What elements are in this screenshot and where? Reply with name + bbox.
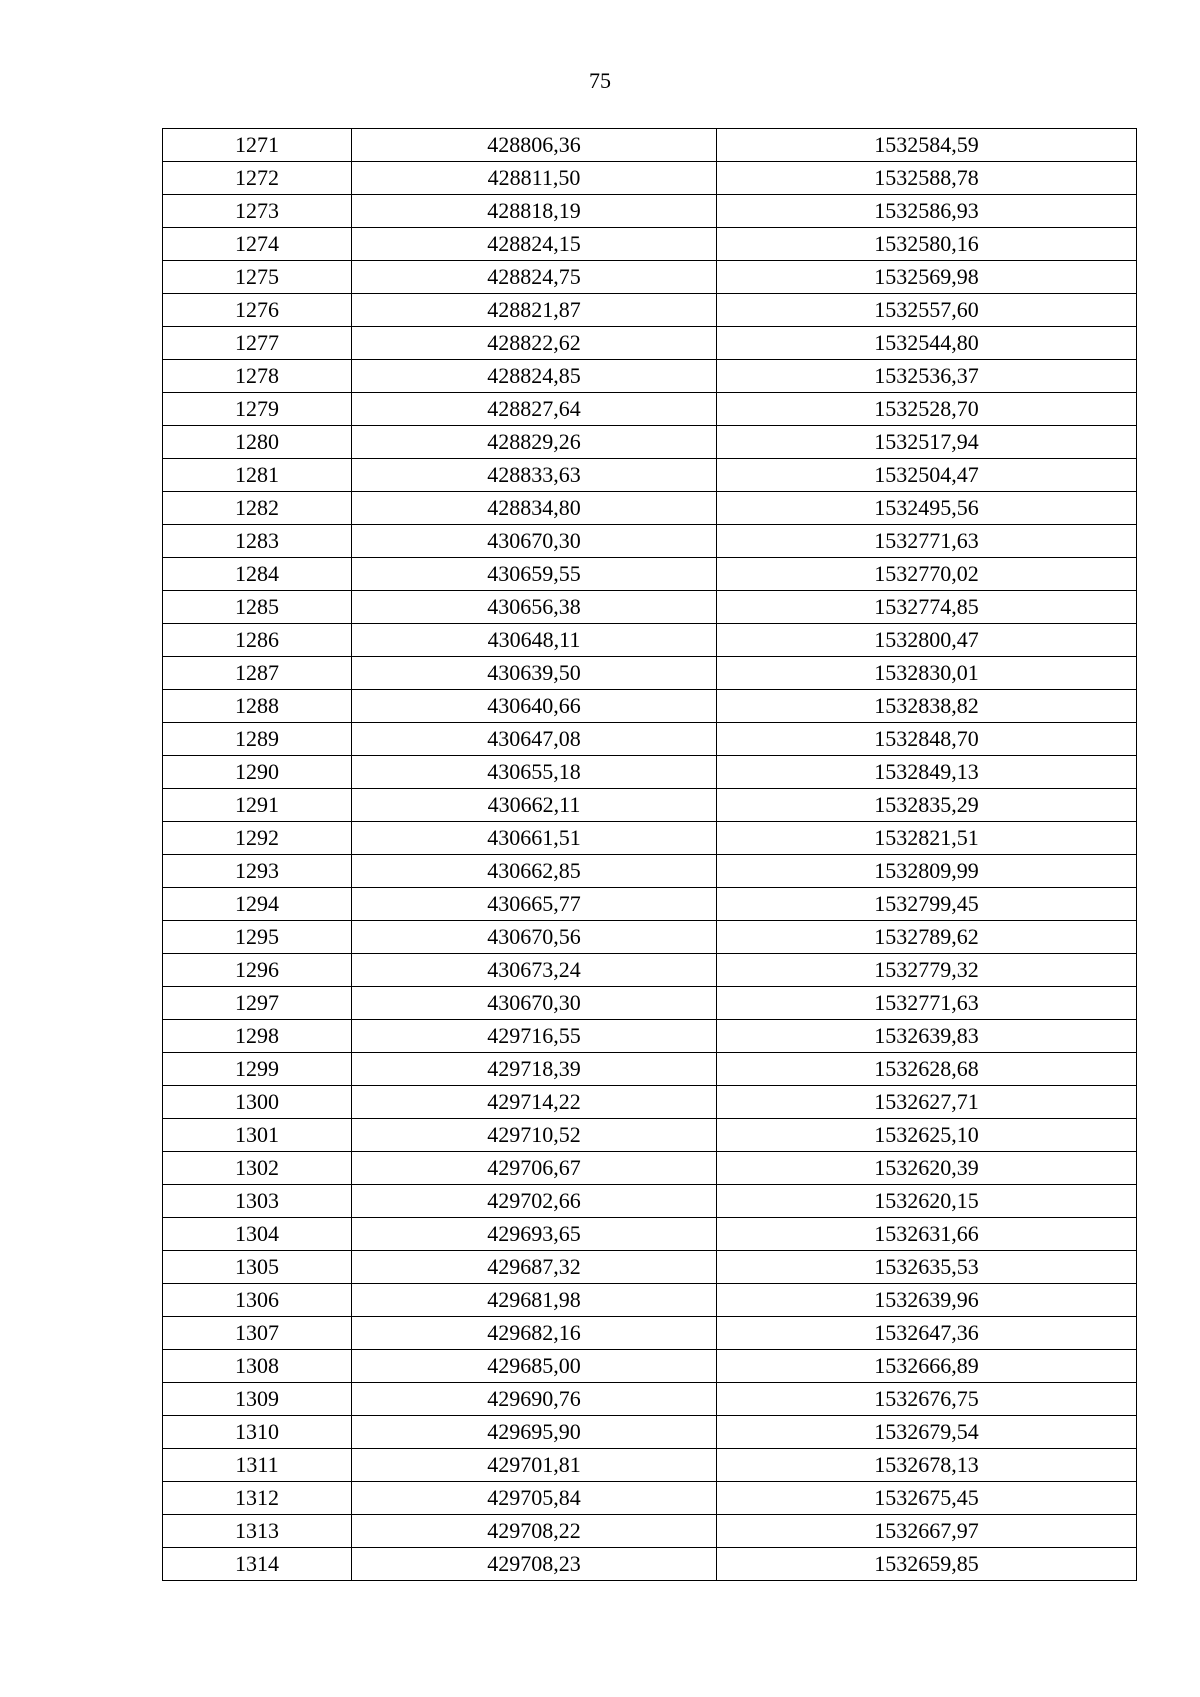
point-number-cell: 1295 (163, 921, 352, 954)
y-coordinate-cell: 1532584,59 (717, 129, 1137, 162)
table-row (163, 1152, 1137, 1185)
x-coordinate-cell: 429695,90 (352, 1416, 717, 1449)
point-number-cell: 1277 (163, 327, 352, 360)
point-number-cell: 1302 (163, 1152, 352, 1185)
x-coordinate-cell: 429706,67 (352, 1152, 717, 1185)
point-number-cell: 1273 (163, 195, 352, 228)
table-row (163, 129, 1137, 162)
point-number-cell: 1313 (163, 1515, 352, 1548)
y-coordinate-cell: 1532586,93 (717, 195, 1137, 228)
x-coordinate-cell: 430662,11 (352, 789, 717, 822)
y-coordinate-cell: 1532580,16 (717, 228, 1137, 261)
x-coordinate-cell: 429716,55 (352, 1020, 717, 1053)
x-coordinate-cell: 429693,65 (352, 1218, 717, 1251)
point-number-cell: 1299 (163, 1053, 352, 1086)
table-row (163, 1383, 1137, 1416)
y-coordinate-cell: 1532667,97 (717, 1515, 1137, 1548)
point-number-cell: 1296 (163, 954, 352, 987)
table-row (163, 1482, 1137, 1515)
y-coordinate-cell: 1532639,83 (717, 1020, 1137, 1053)
point-number-cell: 1298 (163, 1020, 352, 1053)
table-row (163, 1053, 1137, 1086)
x-coordinate-cell: 429690,76 (352, 1383, 717, 1416)
table-row (163, 1251, 1137, 1284)
y-coordinate-cell: 1532517,94 (717, 426, 1137, 459)
point-number-cell: 1278 (163, 360, 352, 393)
x-coordinate-cell: 428806,36 (352, 129, 717, 162)
table-row (163, 1086, 1137, 1119)
y-coordinate-cell: 1532838,82 (717, 690, 1137, 723)
point-number-cell: 1308 (163, 1350, 352, 1383)
point-number-cell: 1307 (163, 1317, 352, 1350)
table-row (163, 1350, 1137, 1383)
table-row (163, 657, 1137, 690)
x-coordinate-cell: 430639,50 (352, 657, 717, 690)
table-row (163, 954, 1137, 987)
y-coordinate-cell: 1532771,63 (717, 525, 1137, 558)
y-coordinate-cell: 1532659,85 (717, 1548, 1137, 1581)
x-coordinate-cell: 429701,81 (352, 1449, 717, 1482)
table-row (163, 921, 1137, 954)
table-row (163, 459, 1137, 492)
table-row (163, 294, 1137, 327)
y-coordinate-cell: 1532625,10 (717, 1119, 1137, 1152)
table-row (163, 327, 1137, 360)
point-number-cell: 1276 (163, 294, 352, 327)
point-number-cell: 1293 (163, 855, 352, 888)
point-number-cell: 1297 (163, 987, 352, 1020)
point-number-cell: 1290 (163, 756, 352, 789)
table-row (163, 624, 1137, 657)
point-number-cell: 1311 (163, 1449, 352, 1482)
x-coordinate-cell: 428833,63 (352, 459, 717, 492)
point-number-cell: 1310 (163, 1416, 352, 1449)
x-coordinate-cell: 428834,80 (352, 492, 717, 525)
table-row (163, 558, 1137, 591)
table-row (163, 162, 1137, 195)
y-coordinate-cell: 1532504,47 (717, 459, 1137, 492)
x-coordinate-cell: 428811,50 (352, 162, 717, 195)
x-coordinate-cell: 430659,55 (352, 558, 717, 591)
table-row (163, 1317, 1137, 1350)
y-coordinate-cell: 1532544,80 (717, 327, 1137, 360)
point-number-cell: 1301 (163, 1119, 352, 1152)
x-coordinate-cell: 429702,66 (352, 1185, 717, 1218)
table-row (163, 1020, 1137, 1053)
page-number: 75 (589, 68, 611, 93)
y-coordinate-cell: 1532639,96 (717, 1284, 1137, 1317)
table-row (163, 1185, 1137, 1218)
x-coordinate-cell: 428824,15 (352, 228, 717, 261)
y-coordinate-cell: 1532821,51 (717, 822, 1137, 855)
point-number-cell: 1306 (163, 1284, 352, 1317)
table-row (163, 1548, 1137, 1581)
y-coordinate-cell: 1532770,02 (717, 558, 1137, 591)
table-row (163, 525, 1137, 558)
table-row (163, 756, 1137, 789)
point-number-cell: 1286 (163, 624, 352, 657)
table-row (163, 492, 1137, 525)
y-coordinate-cell: 1532569,98 (717, 261, 1137, 294)
point-number-cell: 1292 (163, 822, 352, 855)
y-coordinate-cell: 1532635,53 (717, 1251, 1137, 1284)
x-coordinate-cell: 429708,22 (352, 1515, 717, 1548)
table-row (163, 1449, 1137, 1482)
point-number-cell: 1283 (163, 525, 352, 558)
y-coordinate-cell: 1532774,85 (717, 591, 1137, 624)
x-coordinate-cell: 428821,87 (352, 294, 717, 327)
y-coordinate-cell: 1532557,60 (717, 294, 1137, 327)
x-coordinate-cell: 428827,64 (352, 393, 717, 426)
table-row (163, 690, 1137, 723)
x-coordinate-cell: 430648,11 (352, 624, 717, 657)
x-coordinate-cell: 429710,52 (352, 1119, 717, 1152)
x-coordinate-cell: 428829,26 (352, 426, 717, 459)
table-row (163, 855, 1137, 888)
x-coordinate-cell: 429687,32 (352, 1251, 717, 1284)
x-coordinate-cell: 430661,51 (352, 822, 717, 855)
x-coordinate-cell: 429718,39 (352, 1053, 717, 1086)
x-coordinate-cell: 430665,77 (352, 888, 717, 921)
x-coordinate-cell: 430670,30 (352, 987, 717, 1020)
point-number-cell: 1271 (163, 129, 352, 162)
point-number-cell: 1291 (163, 789, 352, 822)
table-row (163, 888, 1137, 921)
y-coordinate-cell: 1532679,54 (717, 1416, 1137, 1449)
table-row (163, 393, 1137, 426)
point-number-cell: 1275 (163, 261, 352, 294)
point-number-cell: 1312 (163, 1482, 352, 1515)
coordinates-table (162, 128, 1137, 1581)
x-coordinate-cell: 430655,18 (352, 756, 717, 789)
table-row (163, 426, 1137, 459)
y-coordinate-cell: 1532631,66 (717, 1218, 1137, 1251)
x-coordinate-cell: 429714,22 (352, 1086, 717, 1119)
table-row (163, 1515, 1137, 1548)
y-coordinate-cell: 1532528,70 (717, 393, 1137, 426)
table-row (163, 261, 1137, 294)
y-coordinate-cell: 1532627,71 (717, 1086, 1137, 1119)
point-number-cell: 1284 (163, 558, 352, 591)
x-coordinate-cell: 428824,85 (352, 360, 717, 393)
point-number-cell: 1303 (163, 1185, 352, 1218)
y-coordinate-cell: 1532789,62 (717, 921, 1137, 954)
point-number-cell: 1279 (163, 393, 352, 426)
y-coordinate-cell: 1532495,56 (717, 492, 1137, 525)
x-coordinate-cell: 430670,30 (352, 525, 717, 558)
point-number-cell: 1274 (163, 228, 352, 261)
x-coordinate-cell: 428824,75 (352, 261, 717, 294)
table-row (163, 1119, 1137, 1152)
y-coordinate-cell: 1532771,63 (717, 987, 1137, 1020)
x-coordinate-cell: 428822,62 (352, 327, 717, 360)
point-number-cell: 1309 (163, 1383, 352, 1416)
y-coordinate-cell: 1532678,13 (717, 1449, 1137, 1482)
y-coordinate-cell: 1532800,47 (717, 624, 1137, 657)
y-coordinate-cell: 1532588,78 (717, 162, 1137, 195)
y-coordinate-cell: 1532666,89 (717, 1350, 1137, 1383)
point-number-cell: 1300 (163, 1086, 352, 1119)
coordinates-table-body (163, 129, 1137, 1581)
table-row (163, 987, 1137, 1020)
x-coordinate-cell: 430656,38 (352, 591, 717, 624)
table-row (163, 228, 1137, 261)
y-coordinate-cell: 1532675,45 (717, 1482, 1137, 1515)
table-row (163, 360, 1137, 393)
y-coordinate-cell: 1532676,75 (717, 1383, 1137, 1416)
y-coordinate-cell: 1532799,45 (717, 888, 1137, 921)
y-coordinate-cell: 1532536,37 (717, 360, 1137, 393)
x-coordinate-cell: 429682,16 (352, 1317, 717, 1350)
y-coordinate-cell: 1532620,39 (717, 1152, 1137, 1185)
x-coordinate-cell: 430647,08 (352, 723, 717, 756)
x-coordinate-cell: 430670,56 (352, 921, 717, 954)
point-number-cell: 1294 (163, 888, 352, 921)
point-number-cell: 1282 (163, 492, 352, 525)
point-number-cell: 1314 (163, 1548, 352, 1581)
table-row (163, 591, 1137, 624)
table-row (163, 789, 1137, 822)
point-number-cell: 1304 (163, 1218, 352, 1251)
table-row (163, 1416, 1137, 1449)
x-coordinate-cell: 430662,85 (352, 855, 717, 888)
table-row (163, 195, 1137, 228)
point-number-cell: 1305 (163, 1251, 352, 1284)
x-coordinate-cell: 428818,19 (352, 195, 717, 228)
x-coordinate-cell: 429705,84 (352, 1482, 717, 1515)
y-coordinate-cell: 1532779,32 (717, 954, 1137, 987)
point-number-cell: 1289 (163, 723, 352, 756)
point-number-cell: 1272 (163, 162, 352, 195)
y-coordinate-cell: 1532849,13 (717, 756, 1137, 789)
point-number-cell: 1288 (163, 690, 352, 723)
x-coordinate-cell: 429685,00 (352, 1350, 717, 1383)
y-coordinate-cell: 1532628,68 (717, 1053, 1137, 1086)
y-coordinate-cell: 1532620,15 (717, 1185, 1137, 1218)
x-coordinate-cell: 429708,23 (352, 1548, 717, 1581)
point-number-cell: 1280 (163, 426, 352, 459)
y-coordinate-cell: 1532830,01 (717, 657, 1137, 690)
point-number-cell: 1285 (163, 591, 352, 624)
point-number-cell: 1287 (163, 657, 352, 690)
x-coordinate-cell: 429681,98 (352, 1284, 717, 1317)
y-coordinate-cell: 1532647,36 (717, 1317, 1137, 1350)
x-coordinate-cell: 430640,66 (352, 690, 717, 723)
x-coordinate-cell: 430673,24 (352, 954, 717, 987)
table-row (163, 1218, 1137, 1251)
table-row (163, 1284, 1137, 1317)
y-coordinate-cell: 1532848,70 (717, 723, 1137, 756)
y-coordinate-cell: 1532835,29 (717, 789, 1137, 822)
point-number-cell: 1281 (163, 459, 352, 492)
table-row (163, 723, 1137, 756)
y-coordinate-cell: 1532809,99 (717, 855, 1137, 888)
table-row (163, 822, 1137, 855)
